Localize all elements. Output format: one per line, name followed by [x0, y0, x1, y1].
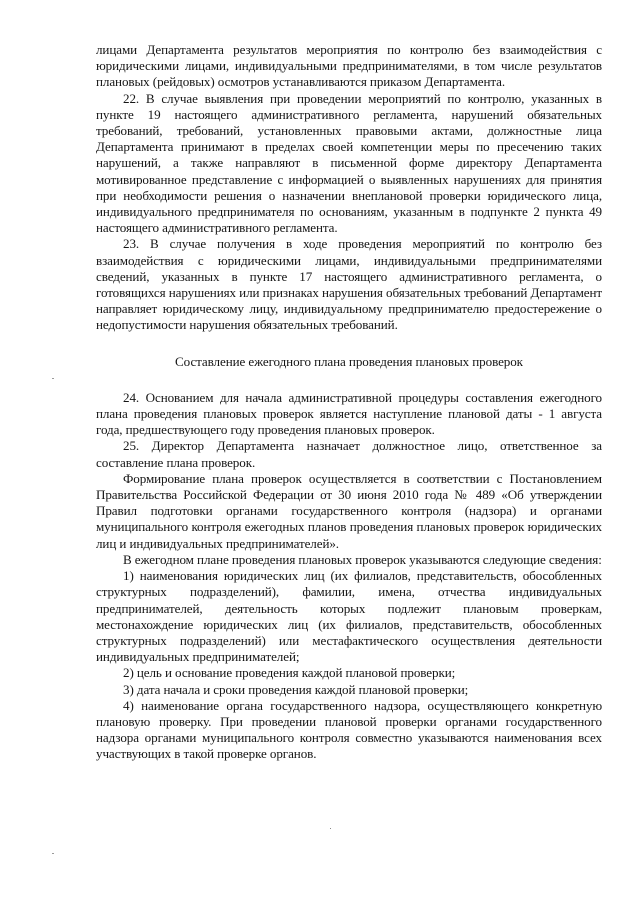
- list-item-1: 1) наименования юридических лиц (их филиалов, представительств, обособленных структурных подразделений), фамилии, имена, отчества индивидуальных предпринимателей, деятельность которых подлежит плановым проверкам, местонахождение юридических лиц (их филиалов, представительств, обособленных структурных подразделений) или местафактического осуществления деятельности индивидуальных предпринимателей;: [96, 568, 602, 665]
- list-item-3: 3) дата начала и сроки проведения каждой плановой проверки;: [123, 681, 469, 697]
- paragraph-plan-contents-intro: В ежегодном плане проведения плановых проверок указываются следующие сведения:: [123, 551, 602, 567]
- paragraph-23: 23. В случае получения в ходе проведения мероприятий по контролю без взаимодействия с юридическими лицами, индивидуальными предпринимателями сведений, указанных в пункте 17 настоящего административного регламента, о готовящихся нарушениях или признаках нарушения обязательных требований Департамент направляет юридическому лицу, индивидуальному предпринимателю предостережение о недопустимости нарушения обязательных требований.: [96, 236, 602, 333]
- paragraph-25: 25. Директор Департамента назначает должностное лицо, ответственное за составление плана проверок.: [96, 438, 602, 470]
- paragraph-22: 22. В случае выявления при проведении мероприятий по контролю, указанных в пункте 19 настоящего административного регламента, нарушений обязательных требований, требований, установленных правовыми актами, должностные лица Департамента принимают в пределах своей компетенции меры по пресечению таких нарушений, а также направляют в письменной форме директору Департамента мотивированное представление с информацией о выявленных нарушениях для принятия при необходимости решения о назначении внеплановой проверки юридического лица, индивидуального предпринимателя по основаниям, указанным в подпункте 2 пункта 49 настоящего административного регламента.: [96, 90, 602, 236]
- paragraph-24: 24. Основанием для начала административной процедуры составления ежегодного плана проведения плановых проверок является наступление плановой даты - 1 августа года, предшествующего году проведения плановых проверок.: [96, 389, 602, 438]
- paragraph-plan-formation: Формирование плана проверок осуществляется в соответствии с Постановлением Правительства Российской Федерации от 30 июня 2010 года № 489 «Об утверждении Правил подготовки органами государственного контроля (надзора) и органами муниципального контроля ежегодных планов проведения плановых проверок юридических лиц и индивидуальных предпринимателей».: [96, 470, 602, 551]
- scan-mark: [52, 853, 54, 854]
- scan-speck: [330, 828, 331, 829]
- paragraph-continuation: лицами Департамента результатов мероприятия по контролю без взаимодействия с юридическими лицами, индивидуальными предпринимателями, в том числе результатов плановых (рейдовых) осмотров устанавливаются приказом Департамента.: [96, 42, 602, 90]
- document-page: [96, 42, 602, 763]
- scan-mark: [52, 378, 54, 379]
- list-item-2: 2) цель и основание проведения каждой плановой проверки;: [123, 665, 456, 681]
- list-item-4: 4) наименование органа государственного надзора, осуществляющего конкретную плановую проверку. При проведении плановой проверки органами государственного надзора органами муниципального контроля совместно указываются наименования всех участвующих в такой проверке органов.: [96, 697, 602, 762]
- section-title: Составление ежегодного плана проведения плановых проверок: [175, 353, 523, 369]
